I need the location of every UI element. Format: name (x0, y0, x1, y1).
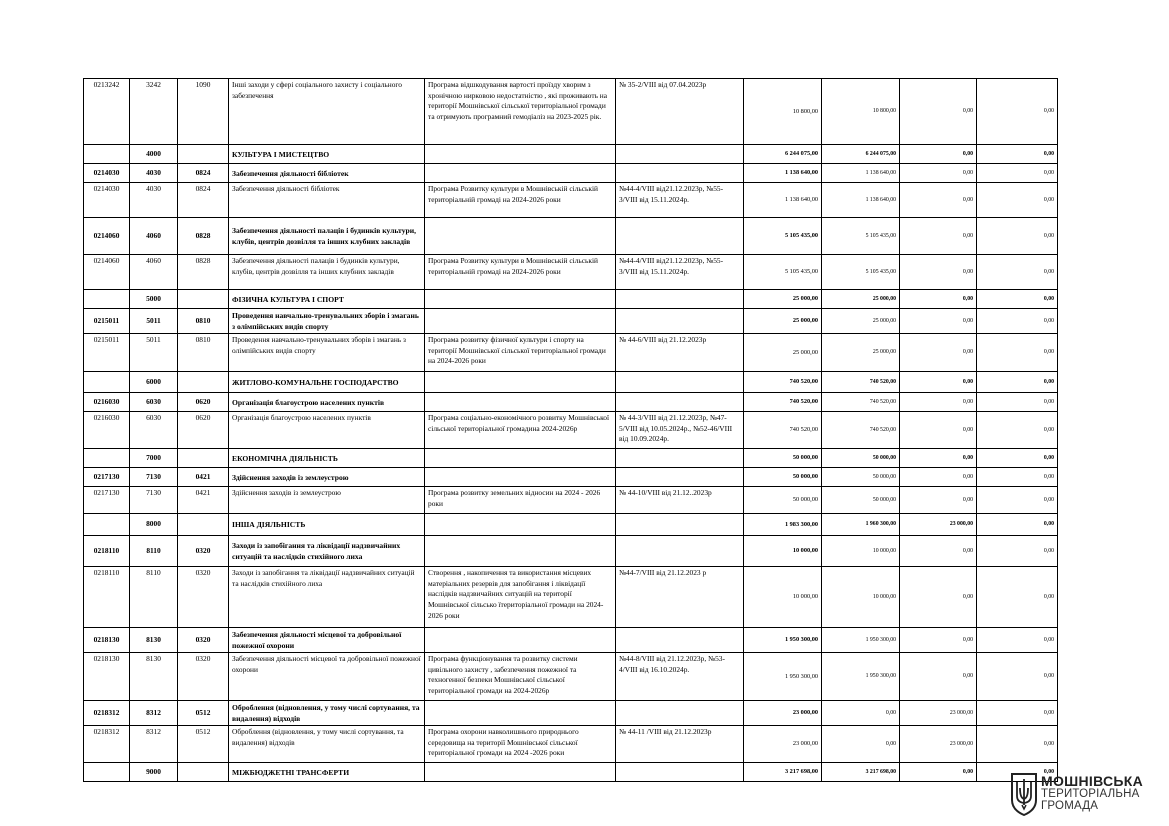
cell-total: 3 217 698,00 (744, 763, 822, 782)
cell-kpkvk-local: 8130 (130, 628, 178, 653)
cell-council-decision: №44-8/VIII від 21.12.2023р, №53-4/VIII від 16.10.2024р. (616, 653, 744, 701)
table-row (84, 567, 1058, 628)
cell-general-fund: 10 800,00 (822, 79, 900, 145)
cell-kpkvk: 0214030 (84, 164, 130, 183)
cell-general-fund: 50 000,00 (822, 487, 900, 514)
table-body (84, 79, 1058, 782)
cell-kpkvk-local: 4030 (130, 164, 178, 183)
cell-program-name: Забезпечення діяльності палаців і будинків культури, клубів, центрів дозвілля та інших клубних закладів (229, 255, 425, 290)
cell-special-fund: 23 000,00 (900, 726, 977, 763)
cell-general-fund: 10 000,00 (822, 567, 900, 628)
cell-kfkvk (178, 290, 229, 309)
cell-kpkvk: 0214060 (84, 255, 130, 290)
cell-program-name: Забезпечення діяльності бібліотек (229, 183, 425, 218)
cell-general-fund: 25 000,00 (822, 290, 900, 309)
cell-total: 10 800,00 (744, 79, 822, 145)
cell-kfkvk (178, 449, 229, 468)
cell-kpkvk: 0214030 (84, 183, 130, 218)
cell-development-budget: 0,00 (977, 290, 1058, 309)
cell-kfkvk: 0320 (178, 653, 229, 701)
cell-kpkvk (84, 290, 130, 309)
cell-council-decision: № 44-10/VIII від 21.12..2023р (616, 487, 744, 514)
cell-kpkvk: 0218110 (84, 567, 130, 628)
cell-council-decision (616, 468, 744, 487)
cell-kpkvk: 0215011 (84, 334, 130, 372)
cell-kpkvk-local: 6030 (130, 393, 178, 412)
cell-general-fund: 0,00 (822, 726, 900, 763)
cell-total: 1 138 640,00 (744, 183, 822, 218)
cell-council-decision: №44-7/VIII від 21.12.2023 р (616, 567, 744, 628)
cell-kfkvk (178, 763, 229, 782)
cell-general-fund: 1 960 300,00 (822, 514, 900, 536)
cell-total: 5 105 435,00 (744, 255, 822, 290)
cell-kpkvk-local: 6030 (130, 412, 178, 449)
cell-council-decision: № 35-2/VIII від 07.04.2023р (616, 79, 744, 145)
cell-kpkvk: 0217130 (84, 468, 130, 487)
cell-total: 1 950 300,00 (744, 628, 822, 653)
cell-development-budget: 0,00 (977, 145, 1058, 164)
cell-local-program: Програма розвитку фізичної культури і спорту на території Мошнівської сільської територіальної громади на 2024-2026 роки (425, 334, 616, 372)
cell-local-program (425, 164, 616, 183)
cell-special-fund: 0,00 (900, 334, 977, 372)
cell-program-name: Здійснення заходів із землеустрою (229, 487, 425, 514)
cell-development-budget: 0,00 (977, 514, 1058, 536)
cell-kfkvk: 0421 (178, 487, 229, 514)
table-row (84, 726, 1058, 763)
cell-development-budget: 0,00 (977, 536, 1058, 567)
table-row-heading (84, 309, 1058, 334)
cell-kpkvk (84, 372, 130, 393)
cell-kpkvk: 0216030 (84, 393, 130, 412)
cell-development-budget: 0,00 (977, 449, 1058, 468)
cell-kpkvk: 0218110 (84, 536, 130, 567)
cell-total: 23 000,00 (744, 701, 822, 726)
cell-program-name: Заходи із запобігання та ліквідації надзвичайних ситуацій та наслідків стихійного лиха (229, 567, 425, 628)
cell-kfkvk: 0828 (178, 218, 229, 255)
cell-kpkvk: 0213242 (84, 79, 130, 145)
table-row-heading (84, 536, 1058, 567)
cell-council-decision: № 44-6/VIII від 21.12.2023р (616, 334, 744, 372)
cell-special-fund: 0,00 (900, 536, 977, 567)
cell-kpkvk-local: 4000 (130, 145, 178, 164)
cell-general-fund: 6 244 075,00 (822, 145, 900, 164)
cell-council-decision (616, 290, 744, 309)
cell-special-fund: 0,00 (900, 567, 977, 628)
cell-general-fund: 10 000,00 (822, 536, 900, 567)
cell-program-name: Забезпечення діяльності бібліотек (229, 164, 425, 183)
cell-council-decision (616, 164, 744, 183)
table-row-heading (84, 372, 1058, 393)
cell-local-program (425, 372, 616, 393)
cell-program-name: КУЛЬТУРА І МИСТЕЦТВО (229, 145, 425, 164)
cell-council-decision: № 44-3/VIII від 21.12.2023р, №47-5/VIII від 10.05.2024р., №52-46/VIII від 10.09.2024р. (616, 412, 744, 449)
cell-kfkvk: 0824 (178, 183, 229, 218)
cell-council-decision (616, 628, 744, 653)
cell-total: 10 000,00 (744, 567, 822, 628)
cell-local-program: Програма відшкодування вартості проїзду хворим з хронічною нирковою недостатністю , які проживають на території Мошнівської сільської територіальної громади та отримують програмний гемодіаліз на 2023-2025 рік. (425, 79, 616, 145)
trident-coat-of-arms-icon (1010, 772, 1038, 816)
cell-kfkvk: 0512 (178, 701, 229, 726)
cell-council-decision: №44-4/VIII від21.12.2023р, №55-3/VIII від 15.11.2024р. (616, 183, 744, 218)
cell-kfkvk: 0824 (178, 164, 229, 183)
cell-development-budget: 0,00 (977, 412, 1058, 449)
cell-total: 1 950 300,00 (744, 653, 822, 701)
cell-special-fund: 0,00 (900, 145, 977, 164)
cell-total: 740 520,00 (744, 372, 822, 393)
cell-kfkvk (178, 145, 229, 164)
cell-development-budget: 0,00 (977, 372, 1058, 393)
cell-special-fund: 0,00 (900, 183, 977, 218)
cell-total: 1 138 640,00 (744, 164, 822, 183)
cell-general-fund: 1 138 640,00 (822, 164, 900, 183)
cell-special-fund: 0,00 (900, 164, 977, 183)
cell-total: 25 000,00 (744, 309, 822, 334)
cell-local-program: Створення , накопичення та використання місцевих матеріальних резервів для запобігання і ліквідації наслідків надзвичайних ситуацій на території Мошнівської сільсько їтериторіальної громади на 2024-2026 роки (425, 567, 616, 628)
cell-kpkvk (84, 763, 130, 782)
cell-kpkvk (84, 449, 130, 468)
cell-council-decision (616, 145, 744, 164)
cell-local-program (425, 763, 616, 782)
cell-local-program (425, 218, 616, 255)
table-row-heading (84, 393, 1058, 412)
cell-council-decision: № 44-11 /VIII від 21.12.2023р (616, 726, 744, 763)
cell-kpkvk-local: 8130 (130, 653, 178, 701)
cell-kfkvk: 0512 (178, 726, 229, 763)
cell-local-program: Програма соціально-економічного розвитку Мошнівської сільської територіальної громадина 2024-2026р (425, 412, 616, 449)
cell-general-fund: 5 105 435,00 (822, 255, 900, 290)
cell-kfkvk: 0320 (178, 567, 229, 628)
cell-special-fund: 0,00 (900, 79, 977, 145)
cell-kpkvk-local: 8312 (130, 701, 178, 726)
table-row (84, 487, 1058, 514)
cell-kfkvk: 0810 (178, 309, 229, 334)
table-row (84, 334, 1058, 372)
cell-local-program (425, 536, 616, 567)
cell-local-program (425, 628, 616, 653)
cell-kpkvk: 0218312 (84, 726, 130, 763)
cell-total: 1 983 300,00 (744, 514, 822, 536)
cell-kpkvk (84, 514, 130, 536)
cell-program-name: Проведення навчально-тренувальних зборів і змагань з олімпійських видів спорту (229, 309, 425, 334)
cell-development-budget: 0,00 (977, 763, 1058, 782)
cell-program-name: Організація благоустрою населених пунктів (229, 393, 425, 412)
cell-total: 740 520,00 (744, 412, 822, 449)
cell-local-program (425, 449, 616, 468)
cell-development-budget: 0,00 (977, 701, 1058, 726)
cell-kpkvk-local: 9000 (130, 763, 178, 782)
cell-kpkvk-local: 8000 (130, 514, 178, 536)
table-row (84, 79, 1058, 145)
cell-program-name: Проведення навчально-тренувальних зборів і змагань з олімпійських видів спорту (229, 334, 425, 372)
budget-table (83, 78, 1058, 782)
cell-local-program (425, 514, 616, 536)
table-row-heading (84, 701, 1058, 726)
cell-kpkvk: 0214060 (84, 218, 130, 255)
cell-kfkvk: 0810 (178, 334, 229, 372)
cell-general-fund: 1 950 300,00 (822, 653, 900, 701)
cell-kpkvk: 0218130 (84, 653, 130, 701)
cell-total: 25 000,00 (744, 334, 822, 372)
cell-general-fund: 1 950 300,00 (822, 628, 900, 653)
cell-program-name: Оброблення (відновлення, у тому числі сортування, та видалення) відходів (229, 726, 425, 763)
cell-local-program: Програма охорони навколишнього природнього середовища на території Мошнівської сільської територіальної громади на 2024 -2026 роки (425, 726, 616, 763)
cell-kpkvk-local: 8110 (130, 536, 178, 567)
cell-development-budget: 0,00 (977, 653, 1058, 701)
cell-council-decision (616, 701, 744, 726)
cell-special-fund: 0,00 (900, 393, 977, 412)
cell-kfkvk: 0421 (178, 468, 229, 487)
cell-development-budget: 0,00 (977, 309, 1058, 334)
cell-kfkvk: 0828 (178, 255, 229, 290)
cell-special-fund: 0,00 (900, 468, 977, 487)
cell-kpkvk-local: 7000 (130, 449, 178, 468)
cell-special-fund: 0,00 (900, 372, 977, 393)
cell-kpkvk-local: 8312 (130, 726, 178, 763)
table-row-heading (84, 449, 1058, 468)
cell-development-budget: 0,00 (977, 393, 1058, 412)
cell-program-name: Інші заходи у сфері соціального захисту і соціального забезпечення (229, 79, 425, 145)
cell-local-program (425, 290, 616, 309)
logo-title: МОШНІВСЬКА (1041, 773, 1144, 789)
cell-total: 50 000,00 (744, 449, 822, 468)
cell-general-fund: 50 000,00 (822, 449, 900, 468)
cell-development-budget: 0,00 (977, 726, 1058, 763)
cell-development-budget: 0,00 (977, 164, 1058, 183)
cell-program-name: Організація благоустрою населених пунктів (229, 412, 425, 449)
cell-kpkvk-local: 7130 (130, 468, 178, 487)
cell-local-program (425, 701, 616, 726)
logo-subtitle-1: ТЕРИТОРІАЛЬНА (1041, 788, 1140, 800)
cell-special-fund: 0,00 (900, 487, 977, 514)
cell-kpkvk-local: 5011 (130, 309, 178, 334)
cell-special-fund: 0,00 (900, 290, 977, 309)
cell-development-budget: 0,00 (977, 487, 1058, 514)
cell-special-fund: 0,00 (900, 309, 977, 334)
cell-total: 5 105 435,00 (744, 218, 822, 255)
cell-special-fund: 0,00 (900, 218, 977, 255)
cell-general-fund: 25 000,00 (822, 334, 900, 372)
cell-local-program: Програма Розвитку культури в Мошнівській сільській територіальній громаді на 2024-2026 роки (425, 183, 616, 218)
cell-council-decision (616, 393, 744, 412)
cell-kpkvk-local: 8110 (130, 567, 178, 628)
cell-kpkvk-local: 4060 (130, 255, 178, 290)
cell-council-decision (616, 763, 744, 782)
cell-development-budget: 0,00 (977, 183, 1058, 218)
cell-kpkvk-local: 3242 (130, 79, 178, 145)
cell-kfkvk: 1090 (178, 79, 229, 145)
cell-general-fund: 740 520,00 (822, 372, 900, 393)
cell-kfkvk: 0620 (178, 412, 229, 449)
logo-subtitle-2: ГРОМАДА (1041, 800, 1099, 812)
cell-special-fund: 0,00 (900, 763, 977, 782)
cell-development-budget: 0,00 (977, 628, 1058, 653)
table-row-heading (84, 468, 1058, 487)
cell-development-budget: 0,00 (977, 218, 1058, 255)
cell-local-program (425, 393, 616, 412)
table-row-heading (84, 628, 1058, 653)
cell-kpkvk-local: 7130 (130, 487, 178, 514)
cell-council-decision (616, 309, 744, 334)
table-row (84, 412, 1058, 449)
cell-development-budget: 0,00 (977, 79, 1058, 145)
table-row-heading (84, 218, 1058, 255)
cell-kfkvk (178, 372, 229, 393)
cell-special-fund: 0,00 (900, 628, 977, 653)
cell-kpkvk-local: 5000 (130, 290, 178, 309)
cell-program-name: Забезпечення діяльності місцевої та добровільної пожежної охорони (229, 628, 425, 653)
cell-council-decision (616, 514, 744, 536)
cell-program-name: ІНША ДІЯЛЬНІСТЬ (229, 514, 425, 536)
table-row-heading (84, 514, 1058, 536)
cell-total: 25 000,00 (744, 290, 822, 309)
cell-program-name: Забезпечення діяльності місцевої та добровільної пожежної охорони (229, 653, 425, 701)
cell-local-program (425, 468, 616, 487)
cell-local-program (425, 145, 616, 164)
cell-special-fund: 23 000,00 (900, 701, 977, 726)
cell-kfkvk: 0320 (178, 536, 229, 567)
table-row-heading (84, 290, 1058, 309)
table-row-heading (84, 763, 1058, 782)
cell-development-budget: 0,00 (977, 255, 1058, 290)
cell-local-program: Програма Розвитку культури в Мошнівській сільській територіальній громаді на 2024-2026 роки (425, 255, 616, 290)
cell-kpkvk: 0215011 (84, 309, 130, 334)
cell-general-fund: 1 138 640,00 (822, 183, 900, 218)
cell-total: 10 000,00 (744, 536, 822, 567)
table-row-heading (84, 145, 1058, 164)
table-row-heading (84, 164, 1058, 183)
cell-total: 50 000,00 (744, 487, 822, 514)
cell-special-fund: 0,00 (900, 653, 977, 701)
cell-kpkvk-local: 5011 (130, 334, 178, 372)
cell-general-fund: 25 000,00 (822, 309, 900, 334)
cell-program-name: Забезпечення діяльності палаців і будинків культури, клубів, центрів дозвілля та інших клубних закладів (229, 218, 425, 255)
cell-special-fund: 0,00 (900, 412, 977, 449)
cell-special-fund: 0,00 (900, 255, 977, 290)
cell-general-fund: 3 217 698,00 (822, 763, 900, 782)
cell-development-budget: 0,00 (977, 334, 1058, 372)
cell-local-program: Програма розвитку земельних відносин на 2024 - 2026 роки (425, 487, 616, 514)
cell-general-fund: 50 000,00 (822, 468, 900, 487)
cell-program-name: Здійснення заходів із землеустрою (229, 468, 425, 487)
cell-local-program: Програма функціонування та розвитку системи цивільного захисту , забезпечення пожежної та техногенної безпеки Мошнівської сільської територіальної громади на 2024-2026р (425, 653, 616, 701)
cell-kpkvk: 0217130 (84, 487, 130, 514)
cell-program-name: Оброблення (відновлення, у тому числі сортування, та видалення) відходів (229, 701, 425, 726)
cell-general-fund: 740 520,00 (822, 412, 900, 449)
cell-general-fund: 740 520,00 (822, 393, 900, 412)
table-row (84, 255, 1058, 290)
cell-program-name: ЕКОНОМІЧНА ДІЯЛЬНІСТЬ (229, 449, 425, 468)
cell-program-name: ФІЗИЧНА КУЛЬТУРА І СПОРТ (229, 290, 425, 309)
hromada-logo (1010, 772, 1160, 818)
cell-council-decision (616, 218, 744, 255)
cell-kfkvk: 0320 (178, 628, 229, 653)
cell-local-program (425, 309, 616, 334)
cell-program-name: ЖИТЛОВО-КОМУНАЛЬНЕ ГОСПОДАРСТВО (229, 372, 425, 393)
cell-program-name: Заходи із запобігання та ліквідації надзвичайних ситуацій та наслідків стихійного лиха (229, 536, 425, 567)
cell-kpkvk-local: 4060 (130, 218, 178, 255)
cell-council-decision: №44-4/VIII від21.12.2023р, №55-3/VIII від 15.11.2024р. (616, 255, 744, 290)
cell-total: 50 000,00 (744, 468, 822, 487)
cell-general-fund: 0,00 (822, 701, 900, 726)
cell-council-decision (616, 372, 744, 393)
table-row (84, 183, 1058, 218)
cell-program-name: МІЖБЮДЖЕТНІ ТРАНСФЕРТИ (229, 763, 425, 782)
cell-kpkvk: 0216030 (84, 412, 130, 449)
cell-council-decision (616, 449, 744, 468)
cell-special-fund: 0,00 (900, 449, 977, 468)
cell-kpkvk-local: 6000 (130, 372, 178, 393)
cell-development-budget: 0,00 (977, 468, 1058, 487)
cell-total: 740 520,00 (744, 393, 822, 412)
cell-special-fund: 23 000,00 (900, 514, 977, 536)
table-row (84, 653, 1058, 701)
cell-kpkvk: 0218130 (84, 628, 130, 653)
cell-kpkvk (84, 145, 130, 164)
cell-kpkvk-local: 4030 (130, 183, 178, 218)
cell-development-budget: 0,00 (977, 567, 1058, 628)
cell-kpkvk: 0218312 (84, 701, 130, 726)
cell-total: 6 244 075,00 (744, 145, 822, 164)
cell-kfkvk: 0620 (178, 393, 229, 412)
cell-total: 23 000,00 (744, 726, 822, 763)
cell-kfkvk (178, 514, 229, 536)
cell-general-fund: 5 105 435,00 (822, 218, 900, 255)
cell-council-decision (616, 536, 744, 567)
